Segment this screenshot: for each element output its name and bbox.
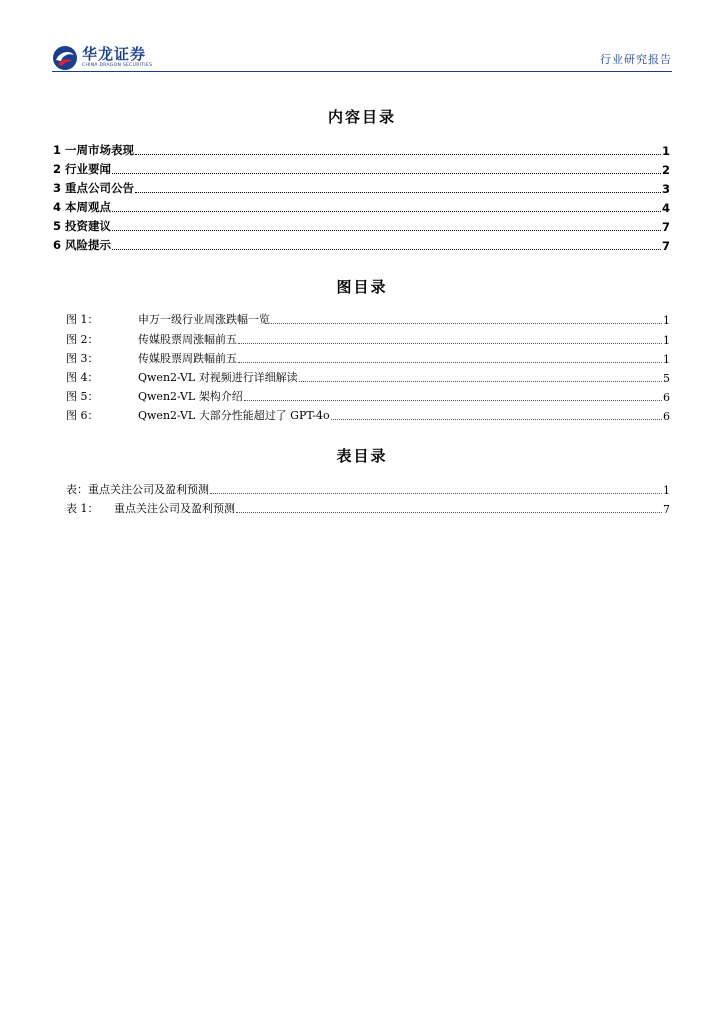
figure-page: 6 (663, 391, 670, 404)
toc-entry-page: 7 (661, 220, 670, 234)
dot-leader (238, 343, 662, 344)
toc-entry[interactable] (53, 142, 670, 158)
toc-entry-page: 4 (661, 201, 670, 215)
table-list-title: 表目录 (336, 447, 388, 465)
toc-entry[interactable] (53, 218, 670, 234)
dot-leader (299, 381, 662, 382)
report-type-label: 行业研究报告 (600, 53, 672, 66)
table-entry[interactable] (66, 481, 670, 497)
toc-entry-page: 3 (661, 182, 670, 196)
header-divider (52, 71, 672, 72)
dot-leader (331, 419, 662, 420)
dot-leader (112, 211, 661, 212)
figure-title: 申万一级行业周涨跌幅一览 (138, 313, 270, 326)
toc-entry-label: 6 风险提示 (53, 238, 112, 252)
figure-number: 图 5： (66, 390, 99, 403)
toc-entry[interactable] (53, 237, 670, 253)
toc-entry-label: 1 一周市场表现 (53, 143, 135, 157)
figure-entry[interactable] (66, 407, 670, 423)
figure-title: 传媒股票周跌幅前五 (138, 352, 237, 365)
dot-leader (112, 230, 661, 231)
dot-leader (210, 493, 662, 494)
dot-leader (271, 323, 662, 324)
figure-entry[interactable] (66, 331, 670, 347)
dot-leader (135, 192, 661, 193)
figure-page: 1 (663, 314, 670, 327)
toc-entry[interactable] (53, 161, 670, 177)
toc-entry-label: 3 重点公司公告 (53, 181, 135, 195)
toc-entry-label: 4 本周观点 (53, 200, 112, 214)
figure-entry[interactable] (66, 369, 670, 385)
table-page: 7 (663, 503, 670, 516)
figure-title: Qwen2-VL 大部分性能超过了 GPT-4o (138, 409, 330, 422)
logo-english-name: CHINA DRAGON SECURITIES (82, 63, 153, 68)
toc-entry[interactable] (53, 199, 670, 215)
dot-leader (244, 400, 662, 401)
figure-page: 1 (663, 334, 670, 347)
toc-entry-page: 7 (661, 239, 670, 253)
figure-number: 图 2： (66, 333, 99, 346)
figure-entry[interactable] (66, 350, 670, 366)
figure-number: 图 4： (66, 371, 99, 384)
figure-list-title: 图目录 (336, 278, 388, 296)
table-page: 1 (663, 484, 670, 497)
table-number: 表 1： (66, 502, 99, 515)
figure-number: 图 1： (66, 313, 99, 326)
figure-page: 6 (663, 410, 670, 423)
dot-leader (135, 154, 661, 155)
table-number: 表： (66, 483, 88, 496)
table-title: 重点关注公司及盈利预测 (114, 502, 235, 515)
figure-entry[interactable] (66, 388, 670, 404)
toc-title: 内容目录 (327, 108, 396, 126)
figure-entry[interactable] (66, 311, 670, 327)
toc-entry-page: 1 (661, 144, 670, 158)
dot-leader (112, 173, 661, 174)
toc-entry-page: 2 (661, 163, 670, 177)
toc-entry-label: 2 行业要闻 (53, 162, 112, 176)
toc-entry[interactable] (53, 180, 670, 196)
company-logo (52, 44, 152, 72)
figure-title: Qwen2-VL 对视频进行详细解读 (138, 371, 298, 384)
table-title: 重点关注公司及盈利预测 (88, 483, 209, 496)
dragon-logo-icon (52, 45, 78, 71)
figure-title: 传媒股票周涨幅前五 (138, 333, 237, 346)
dot-leader (236, 512, 662, 513)
dot-leader (112, 249, 661, 250)
logo-chinese-name: 华龙证券 (82, 45, 147, 63)
dot-leader (238, 362, 662, 363)
figure-page: 1 (663, 353, 670, 366)
figure-title: Qwen2-VL 架构介绍 (138, 390, 243, 403)
figure-number: 图 3： (66, 352, 99, 365)
table-entry[interactable] (66, 500, 670, 516)
toc-entry-label: 5 投资建议 (53, 219, 112, 233)
figure-page: 5 (663, 372, 670, 385)
figure-number: 图 6： (66, 409, 99, 422)
page-header (52, 42, 672, 72)
